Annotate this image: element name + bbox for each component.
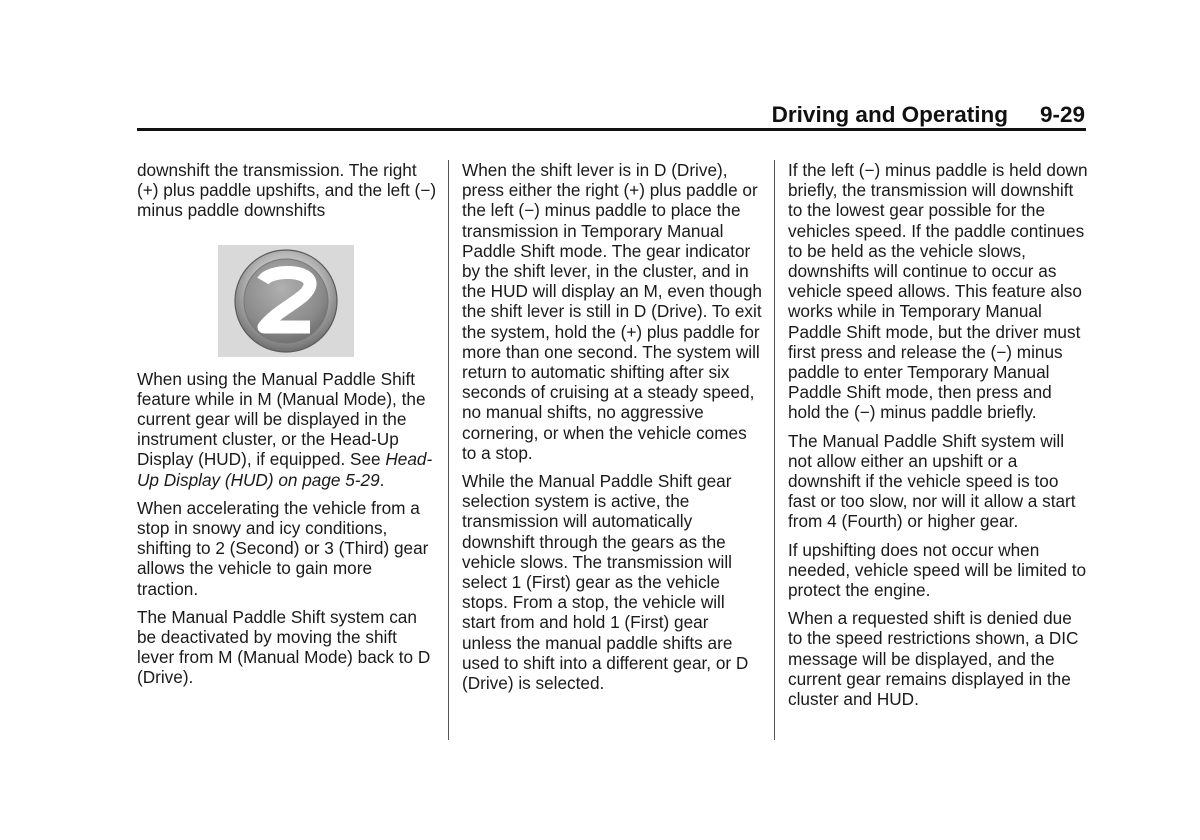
header-rule bbox=[137, 128, 1086, 131]
paragraph: The Manual Paddle Shift system will not allow either an upshift or a downshift if the vehicle speed is too fast or too slow, nor will it allow a start from 4 (Fourth) or higher gear. bbox=[788, 430, 1076, 532]
paragraph bbox=[137, 369, 437, 490]
column-divider bbox=[774, 160, 775, 740]
paragraph: When accelerating the vehicle from a stop in snowy and icy conditions, shifting to 2 (Second) or 3 (Third) gear allows the vehicle to gain more traction. bbox=[137, 497, 429, 599]
column-divider bbox=[448, 160, 449, 740]
page-header bbox=[137, 100, 1085, 130]
paragraph: When a requested shift is denied due to the speed restrictions shown, a DIC message will be displayed, and the current gear remains displayed in the cluster and HUD. bbox=[788, 608, 1079, 710]
page-number: 9-29 bbox=[1039, 102, 1085, 127]
paragraph: The Manual Paddle Shift system can be deactivated by moving the shift lever from M (Manual Mode) back to D (Drive). bbox=[137, 606, 431, 688]
paragraph: While the Manual Paddle Shift gear selection system is active, the transmission will automatically downshift through the gears as the vehicle slows. The transmission will select 1 (First) gear as the vehicle stops. From a stop, the vehicle will start from and hold 1 (First) gear unless the manual paddle shifts are used to shift into a different gear, or D (Drive) is selected. bbox=[462, 471, 749, 694]
column-2 bbox=[462, 160, 762, 701]
paragraph: If upshifting does not occur when needed, vehicle speed will be limited to protect the engine. bbox=[788, 539, 1087, 601]
gear-number: 2 bbox=[218, 244, 219, 246]
paragraph: If the left (−) minus paddle is held down briefly, the transmission will downshift to the lowest gear possible for the vehicles speed. If the paddle continues to be held as the vehicle slows, downshifts will continue to occur as vehicle speed allows. This feature also works while in Temporary Manual Paddle Shift mode, but the driver must first press and release the (−) minus paddle to enter Temporary Manual Paddle Shift mode, then press and hold the (−) minus paddle briefly. bbox=[788, 160, 1088, 423]
paragraph-end: . bbox=[379, 469, 385, 490]
paragraph: When the shift lever is in D (Drive), press either the right (+) plus paddle or the left (−) minus paddle to place the transmission in Temporary Manual Paddle Shift mode. The gear indicator by the shift lever, in the cluster, and in the HUD will display an M, even though the shift lever is still in D (Drive). To exit the system, hold the (+) plus paddle for more than one second. The system will return to automatic shifting after six seconds of cruising at a steady speed, no manual shifts, no aggressive cornering, or when the vehicle comes to a stop. bbox=[462, 160, 762, 463]
cross-reference-link[interactable]: Head-Up Display (HUD) on page 5-29 bbox=[137, 449, 433, 490]
section-title: Driving and Operating bbox=[771, 102, 1008, 127]
paragraph: downshift the transmission. The right (+) plus paddle upshifts, and the left (−) minus paddle downshifts bbox=[137, 160, 437, 221]
gear-2-indicator-icon bbox=[218, 245, 354, 357]
gear-indicator-figure bbox=[218, 245, 354, 357]
column-1 bbox=[137, 160, 437, 696]
paragraph-text: When using the Manual Paddle Shift feature while in M (Manual Mode), the current gear will be displayed in the instrument cluster, or the Head-Up Display (HUD), if equipped. See bbox=[137, 368, 426, 470]
column-3 bbox=[788, 160, 1088, 717]
